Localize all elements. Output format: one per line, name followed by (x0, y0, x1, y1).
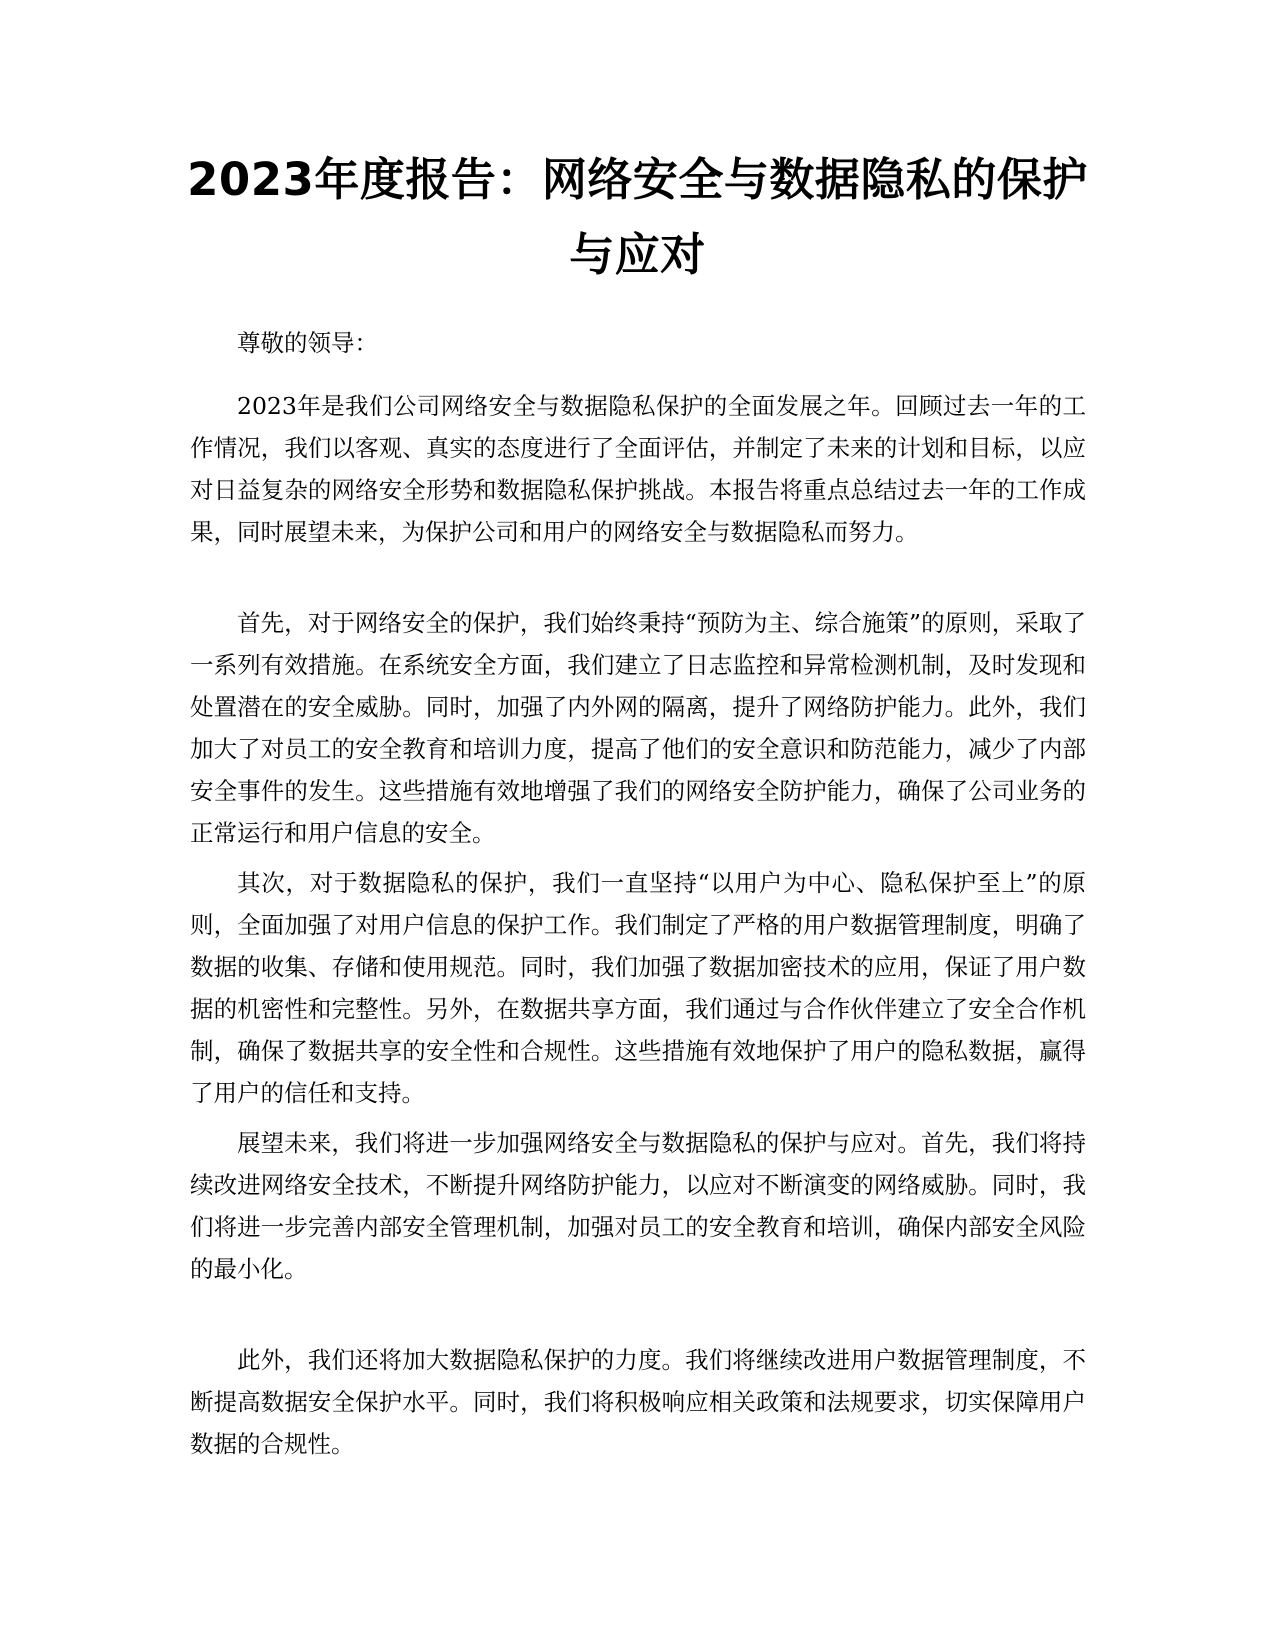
paragraph-outlook: 展望未来，我们将进一步加强网络安全与数据隐私的保护与应对。首先，我们将持续改进网络安全技术，不断提升网络防护能力，以应对不断演变的网络威胁。同时，我们将进一步完善内部安全管理机制，加强对员工的安全教育和培训，确保内部安全风险的最小化。 (190, 1129, 1086, 1283)
paragraph-intro: 2023年是我们公司网络安全与数据隐私保护的全面发展之年。回顾过去一年的工作情况，我们以客观、真实的态度进行了全面评估，并制定了未来的计划和目标，以应对日益复杂的网络安全形势和数据隐私保护挑战。本报告将重点总结过去一年的工作成果，同时展望未来，为保护公司和用户的网络安全与数据隐私而努力。 (190, 392, 1086, 546)
paragraph-data-privacy: 其次，对于数据隐私的保护，我们一直坚持“以用户为中心、隐私保护至上”的原则，全面加强了对用户信息的保护工作。我们制定了严格的用户数据管理制度，明确了数据的收集、存储和使用规范。同时，我们加强了数据加密技术的应用，保证了用户数据的机密性和完整性。另外，在数据共享方面，我们通过与合作伙伴建立了安全合作机制，确保了数据共享的安全性和合规性。这些措施有效地保护了用户的隐私数据，赢得了用户的信任和支持。 (190, 869, 1086, 1107)
salutation: 尊敬的领导： (237, 329, 378, 357)
document-title: 2023年度报告：网络安全与数据隐私的保护与应对 (187, 153, 1088, 281)
paragraph-privacy-plan: 此外，我们还将加大数据隐私保护的力度。我们将继续改进用户数据管理制度，不断提高数据安全保护水平。同时，我们将积极响应相关政策和法规要求，切实保障用户数据的合规性。 (190, 1346, 1086, 1458)
paragraph-network-security: 首先，对于网络安全的保护，我们始终秉持“预防为主、综合施策”的原则，采取了一系列有效措施。在系统安全方面，我们建立了日志监控和异常检测机制，及时发现和处置潜在的安全威胁。同时，加强了内外网的隔离，提升了网络防护能力。此外，我们加大了对员工的安全教育和培训力度，提高了他们的安全意识和防范能力，减少了内部安全事件的发生。这些措施有效地增强了我们的网络安全防护能力，确保了公司业务的正常运行和用户信息的安全。 (190, 609, 1086, 847)
